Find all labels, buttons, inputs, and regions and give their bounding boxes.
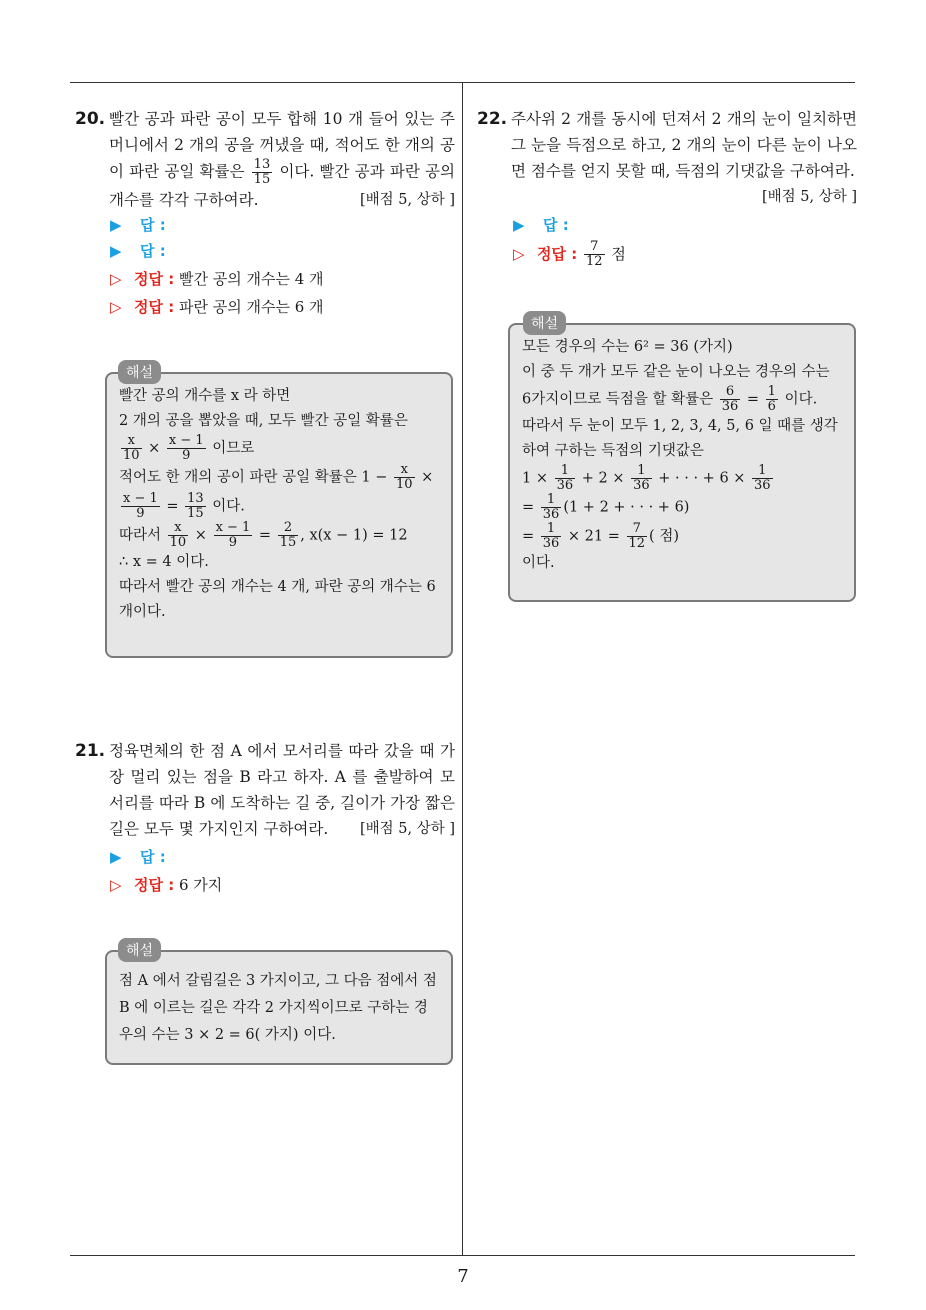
explanation-line: 6가지이므로 득점을 할 확률은 $\frac{6}{36}$ = $\frac{1}{6}$ 이다. xyxy=(522,384,818,414)
column-divider xyxy=(462,82,463,1255)
explanation-box-20 xyxy=(105,372,453,658)
correct-answer-1: ▷ 정답 : 6 가지 xyxy=(110,876,223,894)
page-number: 7 xyxy=(457,1266,469,1287)
answer-field-1[interactable]: ▶ 답 : xyxy=(110,216,166,234)
explanation-line: 따라서 빨간 공의 개수는 4 개, 파란 공의 개수는 6 개이다. xyxy=(119,579,436,620)
explanation-line: 이다. xyxy=(522,555,555,571)
question-number: 22. xyxy=(477,109,508,129)
probability-fraction: $\frac{13}{15}$ xyxy=(253,157,271,187)
correct-answer-1: ▷ 정답 : $\frac{7}{12}$ 점 xyxy=(513,239,626,269)
play-icon: ▶ xyxy=(513,216,525,234)
explanation-line: 따라서 두 눈이 모두 1, 2, 3, 4, 5, 6 일 때를 생각하여 구하는 득점의 기댓값은 xyxy=(522,418,838,459)
play-icon: ▶ xyxy=(110,216,122,234)
explanation-text: 점 A 에서 갈림길은 3 가지이고, 그 다음 점에서 점 B 에 이르는 길은 각각 2 가지씩이므로 구하는 경우의 수는 3 × 2 = 6( 가지) 이다. xyxy=(119,973,437,1043)
explanation-tag: 해설 xyxy=(118,938,161,962)
explanation-line: 모든 경우의 수는 6² = 36 (가지) xyxy=(522,339,733,355)
explanation-tag: 해설 xyxy=(523,311,566,335)
question-text: 주사위 2 개를 동시에 던져서 2 개의 눈이 일치하면 그 눈을 득점으로 하고, 2 개의 눈이 다른 눈이 나오면 점수를 얻지 못할 때, 득점의 기댓값을 구하여라. xyxy=(511,110,857,180)
question-number: 21. xyxy=(75,741,106,761)
answer-field-2[interactable]: ▶ 답 : xyxy=(110,242,166,260)
explanation-box-22 xyxy=(508,323,856,602)
score-label: [배점 5, 상하 ] xyxy=(359,192,455,208)
explanation-line: $\frac{x - 1}{9}$ = $\frac{13}{15}$ 이다. xyxy=(123,491,245,521)
explanation-line: $\frac{x}{10}$ × $\frac{x - 1}{9}$ 이므로 xyxy=(123,433,255,463)
score-label: [배점 5, 상하 ] xyxy=(761,189,857,205)
question-20 xyxy=(75,106,455,213)
question-text: 빨간 공과 파란 공이 모두 합해 10 개 들어 있는 주머니에서 2 개의 공을 꺼냈을 때, 적어도 한 개의 공이 파란 공일 확률은 xyxy=(109,110,455,181)
question-text: 정육면체의 한 점 A 에서 모서리를 따라 갔을 때 가장 멀리 있는 점을 B 라고 하자. A 를 출발하여 모서리를 따라 B 에 도착하는 길 중, 길이가 가장 짧은 길은 모두 몇 가지인지 구하여라. xyxy=(109,742,455,838)
explanation-line: = $\frac{1}{36}$ (1 + 2 + · · · + 6) xyxy=(522,492,690,522)
answer-field-1[interactable]: ▶ 답 : xyxy=(513,216,569,234)
question-22 xyxy=(477,106,857,210)
play-icon: ▶ xyxy=(110,242,122,260)
explanation-line: ∴ x = 4 이다. xyxy=(119,554,209,570)
explanation-line: 따라서 $\frac{x}{10}$ × $\frac{x - 1}{9}$ = $\frac{2}{15}$ , x(x − 1) = 12 xyxy=(119,520,408,550)
explanation-line: 이 중 두 개가 모두 같은 눈이 나오는 경우의 수는 xyxy=(522,364,830,380)
score-label: [배점 5, 상하 ] xyxy=(359,821,455,837)
explanation-box-21 xyxy=(105,950,453,1065)
question-21 xyxy=(75,738,455,842)
explanation-line: = $\frac{1}{36}$ × 21 = $\frac{7}{12}$ ( 점) xyxy=(522,521,679,551)
explanation-line: 적어도 한 개의 공이 파란 공일 확률은 1 − $\frac{x}{10}$ × xyxy=(119,462,434,492)
triangle-outline-icon: ▷ xyxy=(110,270,122,288)
bottom-rule xyxy=(70,1255,855,1256)
correct-answer-2: ▷ 정답 : 파란 공의 개수는 6 개 xyxy=(110,298,324,316)
question-text-cont: 이다. 빨간 공과 파란 공의 개수를 각각 구하여라. xyxy=(109,162,455,209)
correct-answer-1: ▷ 정답 : 빨간 공의 개수는 4 개 xyxy=(110,270,324,288)
answer-field-1[interactable]: ▶ 답 : xyxy=(110,848,166,866)
explanation-line: 1 × $\frac{1}{36}$ + 2 × $\frac{1}{36}$ + · · · + 6 × $\frac{1}{36}$ xyxy=(522,463,771,493)
triangle-outline-icon: ▷ xyxy=(110,876,122,894)
triangle-outline-icon: ▷ xyxy=(110,298,122,316)
explanation-line: 빨간 공의 개수를 x 라 하면 xyxy=(119,388,291,404)
explanation-tag: 해설 xyxy=(118,360,161,384)
question-number: 20. xyxy=(75,109,106,129)
triangle-outline-icon: ▷ xyxy=(513,245,525,263)
explanation-line: 2 개의 공을 뽑았을 때, 모두 빨간 공일 확률은 xyxy=(119,413,408,429)
play-icon: ▶ xyxy=(110,848,122,866)
